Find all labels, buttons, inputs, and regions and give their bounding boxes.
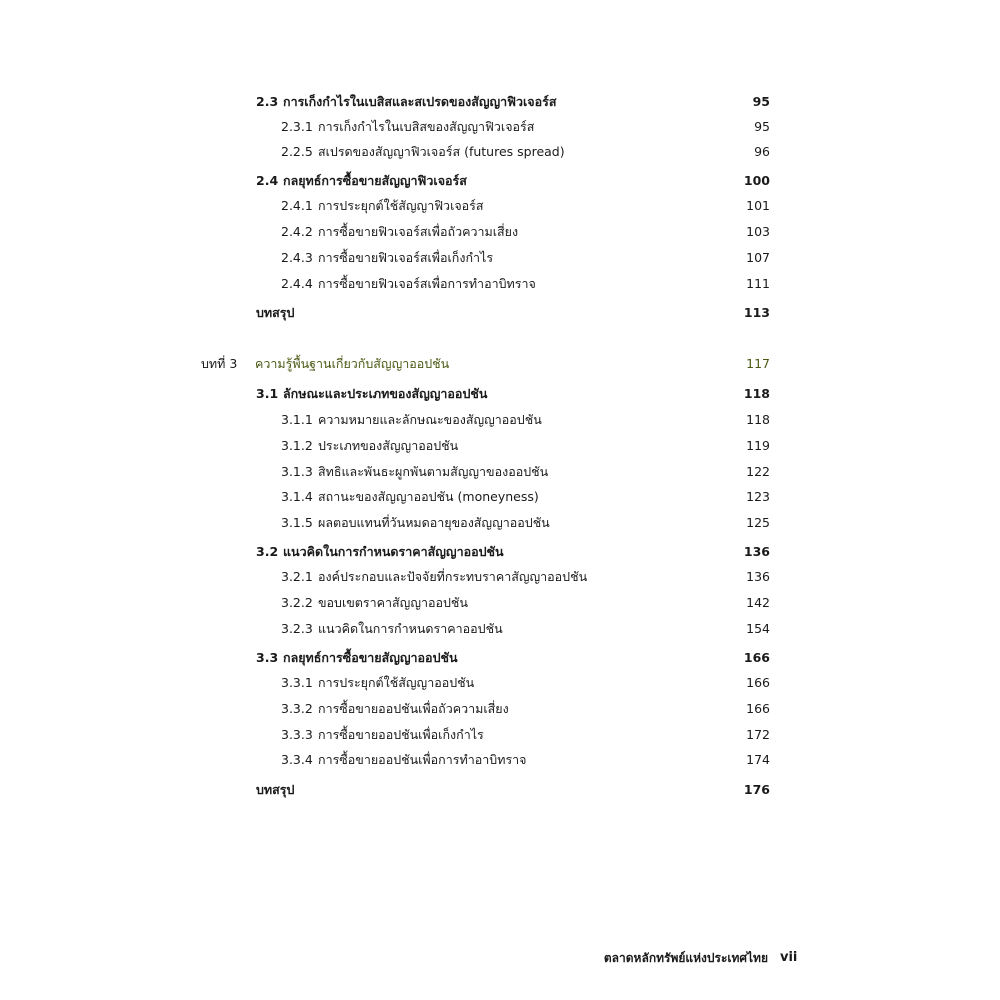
toc-entry-number: 2.2.5	[281, 144, 313, 159]
toc-entry-title: แนวคิดในการกำหนดราคาสัญญาออปชัน	[283, 544, 504, 559]
toc-entry-title: ประเภทของสัญญาออปชัน	[318, 438, 459, 453]
toc-entry[interactable]	[0, 485, 1000, 509]
toc-entry-page: 107	[746, 250, 770, 265]
toc-entry[interactable]	[0, 169, 1000, 193]
toc-entry[interactable]	[0, 697, 1000, 721]
toc-entry-title: กลยุทธ์การซื้อขายสัญญาฟิวเจอร์ส	[283, 173, 467, 188]
toc-entry[interactable]	[0, 434, 1000, 458]
toc-entry[interactable]	[0, 617, 1000, 641]
toc-entry-title: การประยุกต์ใช้สัญญาฟิวเจอร์ส	[318, 198, 484, 213]
toc-entry[interactable]	[0, 723, 1000, 747]
toc-entry-title: การซื้อขายออปชันเพื่อเก็งกำไร	[318, 727, 484, 742]
toc-entry-number: 2.3.1	[281, 119, 313, 134]
toc-entry-number: 2.4.4	[281, 276, 313, 291]
toc-entry-summary[interactable]	[0, 301, 1000, 325]
toc-entry-title: การเก็งกำไรในเบสิสของสัญญาฟิวเจอร์ส	[318, 119, 535, 134]
toc-entry-page: 111	[746, 276, 770, 291]
toc-entry-number: 2.4	[256, 173, 279, 188]
toc-entry-number: 2.4.3	[281, 250, 313, 265]
toc-entry-title: การซื้อขายฟิวเจอร์สเพื่อการทำอาบิทราจ	[318, 276, 536, 291]
toc-entry-number: 3.1.4	[281, 489, 313, 504]
toc-entry[interactable]	[0, 246, 1000, 270]
toc-entry-number: 3.2.2	[281, 595, 313, 610]
toc-entry-title: สิทธิและพันธะผูกพันตามสัญญาของออปชัน	[318, 464, 549, 479]
toc-entry[interactable]	[0, 511, 1000, 535]
toc-entry-title: การซื้อขายออปชันเพื่อถัวความเสี่ยง	[318, 701, 509, 716]
toc-entry-number: 2.4.1	[281, 198, 313, 213]
toc-entry-number: 3.2.3	[281, 621, 313, 636]
toc-entry-page: 118	[746, 412, 770, 427]
toc-chapter-entry[interactable]	[0, 352, 1000, 376]
toc-entry-number: 3.1.5	[281, 515, 313, 530]
toc-entry[interactable]	[0, 591, 1000, 615]
toc-entry[interactable]	[0, 115, 1000, 139]
toc-entry-page: 95	[752, 94, 770, 109]
toc-entry-number: 3.2	[256, 544, 279, 559]
toc-entry-title: กลยุทธ์การซื้อขายสัญญาออปชัน	[283, 650, 458, 665]
toc-entry-page: 101	[746, 198, 770, 213]
toc-entry-title: การเก็งกำไรในเบสิสและสเปรดของสัญญาฟิวเจอร์ส	[283, 94, 557, 109]
toc-entry-page: 95	[754, 119, 770, 134]
toc-entry[interactable]	[0, 382, 1000, 406]
toc-entry-page: 174	[746, 752, 770, 767]
toc-entry-page: 176	[743, 782, 770, 797]
toc-entry-page: 122	[746, 464, 770, 479]
toc-entry-page: 113	[743, 305, 770, 320]
toc-chapter-number: บทที่ 3	[201, 356, 238, 371]
toc-entry-page: 103	[746, 224, 770, 239]
toc-entry-page: 166	[746, 701, 770, 716]
toc-entry[interactable]	[0, 194, 1000, 218]
toc-chapter-title: ความรู้พื้นฐานเกี่ยวกับสัญญาออปชัน	[255, 356, 450, 371]
toc-entry-title: การซื้อขายฟิวเจอร์สเพื่อถัวความเสี่ยง	[318, 224, 519, 239]
toc-entry[interactable]	[0, 748, 1000, 772]
toc-entry-number: 3.1	[256, 386, 279, 401]
toc-entry[interactable]	[0, 460, 1000, 484]
toc-entry-title: บทสรุป	[256, 305, 295, 320]
toc-entry-page: 154	[746, 621, 770, 636]
toc-entry-number: 2.3	[256, 94, 279, 109]
toc-entry-page: 166	[746, 675, 770, 690]
toc-entry[interactable]	[0, 220, 1000, 244]
toc-entry-title: การซื้อขายออปชันเพื่อการทำอาบิทราจ	[318, 752, 527, 767]
toc-entry-number: 3.1.2	[281, 438, 313, 453]
toc-entry-title: ลักษณะและประเภทของสัญญาออปชัน	[283, 386, 488, 401]
toc-entry-page: 136	[743, 544, 770, 559]
toc-entry-number: 3.3.1	[281, 675, 313, 690]
toc-entry-page: 96	[754, 144, 770, 159]
toc-entry-page: 172	[746, 727, 770, 742]
toc-entry-page: 136	[746, 569, 770, 584]
toc-entry-summary[interactable]	[0, 778, 1000, 802]
toc-entry-number: 3.3.2	[281, 701, 313, 716]
toc-entry[interactable]	[0, 272, 1000, 296]
toc-entry-title: สเปรดของสัญญาฟิวเจอร์ส (futures spread)	[318, 144, 565, 159]
toc-entry-title: สถานะของสัญญาออปชัน (moneyness)	[318, 489, 539, 504]
toc-entry-title: ความหมายและลักษณะของสัญญาออปชัน	[318, 412, 542, 427]
toc-entry-title: แนวคิดในการกำหนดราคาออปชัน	[318, 621, 503, 636]
toc-entry-page: 117	[746, 356, 770, 371]
toc-entry-number: 3.1.3	[281, 464, 313, 479]
toc-entry[interactable]	[0, 408, 1000, 432]
toc-entry-number: 3.1.1	[281, 412, 313, 427]
footer-publisher: ตลาดหลักทรัพย์แห่งประเทศไทย	[603, 951, 768, 965]
toc-entry-page: 118	[743, 386, 770, 401]
toc-entry-title: การประยุกต์ใช้สัญญาออปชัน	[318, 675, 475, 690]
toc-entry-page: 125	[746, 515, 770, 530]
toc-entry[interactable]	[0, 540, 1000, 564]
toc-entry[interactable]	[0, 565, 1000, 589]
toc-entry[interactable]	[0, 646, 1000, 670]
toc-entry-title: บทสรุป	[256, 782, 295, 797]
toc-entry-title: ขอบเขตราคาสัญญาออปชัน	[318, 595, 468, 610]
toc-entry-title: ผลตอบแทนที่วันหมดอายุของสัญญาออปชัน	[318, 515, 550, 530]
toc-entry-page: 142	[746, 595, 770, 610]
toc-entry[interactable]	[0, 671, 1000, 695]
toc-entry-page: 119	[746, 438, 770, 453]
toc-entry-number: 3.3.3	[281, 727, 313, 742]
toc-entry-number: 2.4.2	[281, 224, 313, 239]
toc-entry-title: การซื้อขายฟิวเจอร์สเพื่อเก็งกำไร	[318, 250, 494, 265]
toc-entry-number: 3.3.4	[281, 752, 313, 767]
toc-entry[interactable]	[0, 90, 1000, 114]
footer-page-number: vii	[780, 950, 798, 965]
toc-entry-page: 100	[743, 173, 770, 188]
toc-entry-number: 3.3	[256, 650, 279, 665]
toc-entry-page: 123	[746, 489, 770, 504]
toc-entry-number: 3.2.1	[281, 569, 313, 584]
toc-entry-page: 166	[743, 650, 770, 665]
toc-entry[interactable]	[0, 140, 1000, 164]
toc-entry-title: องค์ประกอบและปัจจัยที่กระทบราคาสัญญาออปชัน	[318, 569, 588, 584]
